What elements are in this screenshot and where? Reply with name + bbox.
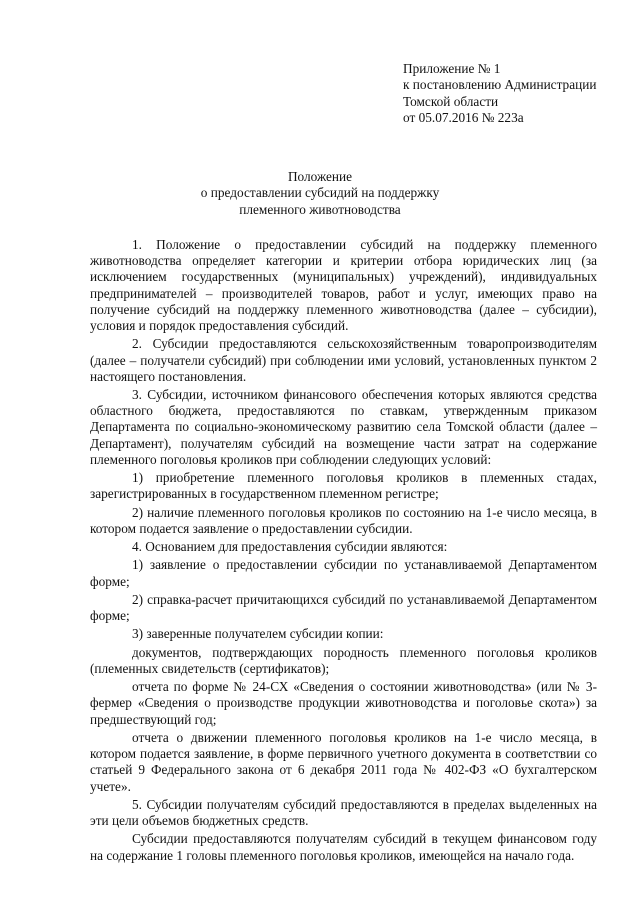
paragraph-4-item-3-doc-2: отчета по форме № 24-СХ «Сведения о состоянии животноводства» (или № 3-фермер «Сведения о производстве продукции животноводства и поголовье скота») за предшествующий год; bbox=[90, 679, 597, 727]
title-line-2: о предоставлении субсидий на поддержку bbox=[200, 185, 440, 201]
paragraph-4-item-3-doc-3: отчета о движении племенного поголовья кроликов на 1-е число месяца, в котором подается заявление, в форме первичного учетного документа в соответствии со статьей 9 Федерального закона от 6 декабря 2011 года № 402-ФЗ «О бухгалтерском учете». bbox=[90, 729, 597, 794]
document-title bbox=[0, 169, 640, 218]
annex-number: Приложение № 1 bbox=[403, 61, 501, 76]
paragraph-4-item-2: 2) справка-расчет причитающихся субсидий по устанавливаемой Департаментом форме; bbox=[90, 591, 597, 624]
paragraph-4-item-1: 1) заявление о предоставлении субсидии по устанавливаемой Департаментом форме; bbox=[90, 557, 597, 589]
paragraph-3-item-1: 1) приобретение племенного поголовья кроликов в племенных стадах, зарегистрированных в государственном племенном регистре; bbox=[90, 470, 597, 502]
annex-date: от 05.07.2016 № 223а bbox=[403, 110, 524, 126]
paragraph-1: 1. Положение о предоставлении субсидий на поддержку племенного животноводства определяет категории и критерии отбора юридических лиц (за исключением государственных (муниципальных) учреждений), индивидуальных предпринимателей – производителей товаров, работ и услуг, имеющих право на получение субсидий на поддержку племенного животноводства (далее – субсидии), условия и порядок предоставления субсидий. bbox=[90, 237, 597, 334]
annex-resolution: к постановлению Администрации bbox=[403, 77, 597, 93]
paragraph-5-continuation: Субсидии предоставляются получателям субсидий в текущем финансовом году на содержание 1 головы племенного поголовья кроликов, имеющейся на начало года. bbox=[90, 831, 597, 863]
title-line-3: племенного животноводства bbox=[239, 201, 401, 217]
paragraph-3-item-2: 2) наличие племенного поголовья кроликов по состоянию на 1-е число месяца, в котором подается заявление о предоставлении субсидии. bbox=[90, 504, 597, 536]
annex-header bbox=[403, 61, 596, 127]
title-line-1: Положение bbox=[287, 169, 353, 184]
paragraph-4-item-3: 3) заверенные получателем субсидии копии: bbox=[132, 626, 384, 642]
paragraph-2: 2. Субсидии предоставляются сельскохозяйственным товаропроизводителям (далее – получатели субсидий) при соблюдении ими условий, установленных пунктом 2 настоящего постановления. bbox=[90, 336, 597, 384]
paragraph-3: 3. Субсидии, источником финансового обеспечения которых являются средства областного бюджета, предоставляются по ставкам, утвержденным приказом Департамента по социально-экономическому развитию села Томской области (далее – Департамент), получателям субсидий на возмещение части затрат на содержание племенного поголовья кроликов при соблюдении следующих условий: bbox=[90, 387, 597, 467]
paragraph-4-item-3-doc-1: документов, подтверждающих породность племенного поголовья кроликов (племенных свидетельств (сертификатов); bbox=[90, 644, 597, 676]
paragraph-5: 5. Субсидии получателям субсидий предоставляются в пределах выделенных на эти цели объемов бюджетных средств. bbox=[90, 796, 597, 829]
document-body bbox=[90, 237, 597, 866]
annex-region: Томской области bbox=[403, 93, 499, 109]
paragraph-4: 4. Основанием для предоставления субсидии являются: bbox=[132, 539, 448, 555]
